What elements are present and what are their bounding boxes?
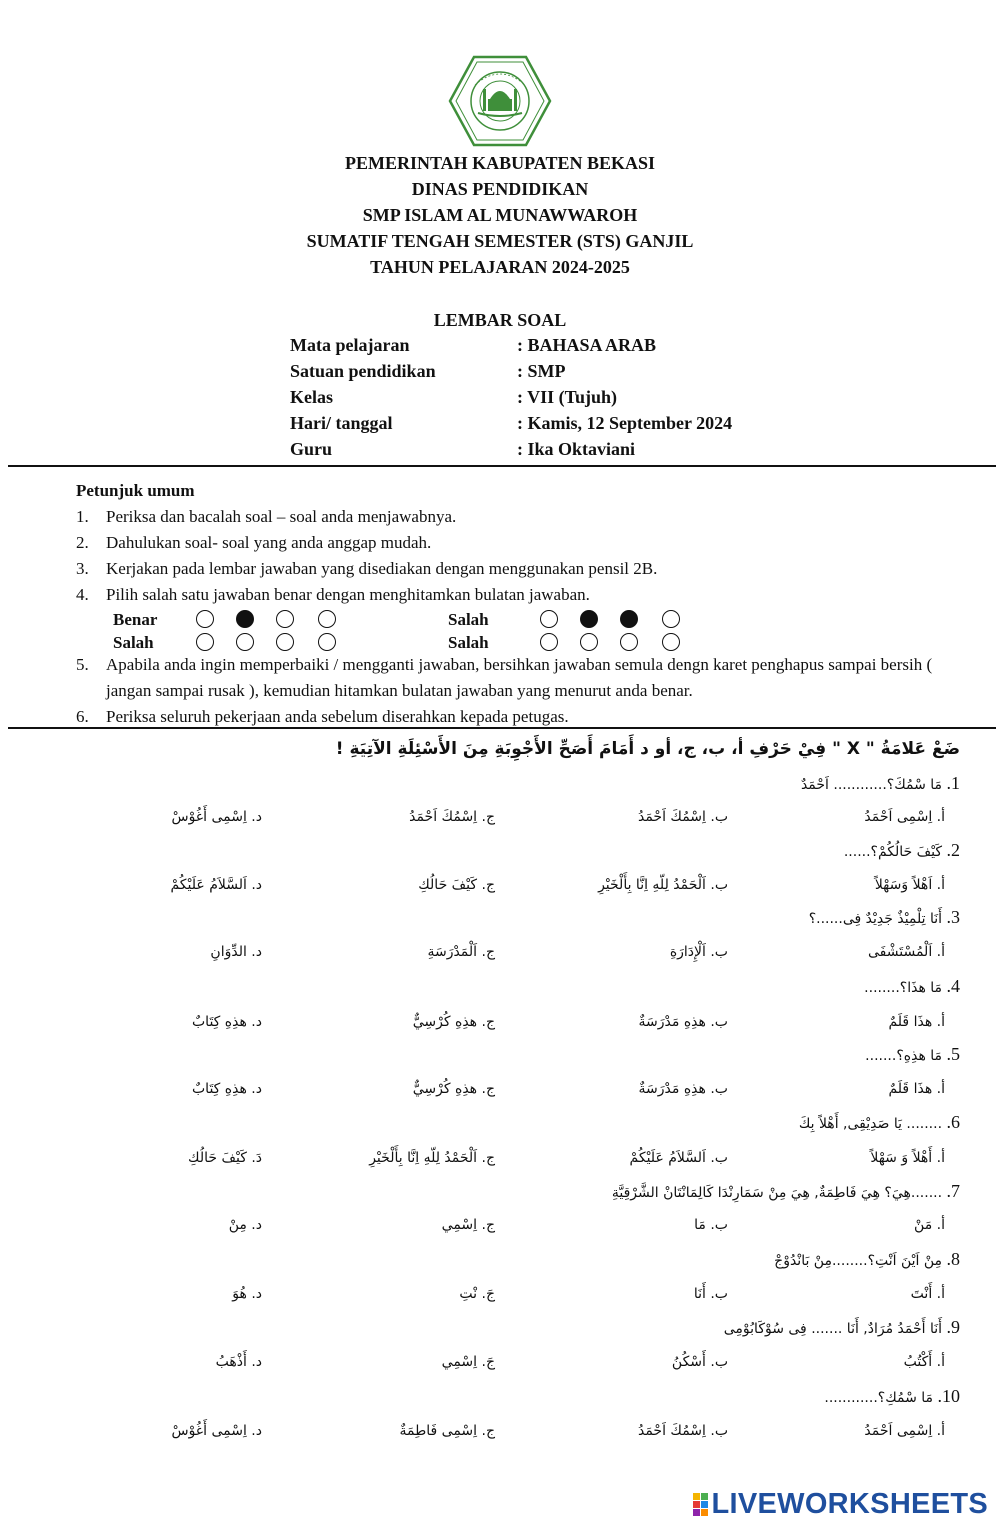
option-c[interactable]: ج. اِسْمُكَ اَحْمَدُ: [409, 809, 495, 825]
instruction-text: Periksa dan bacalah soal – soal anda menjawabnya.: [106, 507, 457, 526]
option-d[interactable]: د. هذِهِ كِتَابٌ: [192, 1014, 262, 1030]
option-d[interactable]: د. مِنْ: [228, 1217, 262, 1233]
answer-bubble-filled: [620, 610, 638, 628]
question-number: 4.: [946, 976, 960, 996]
answer-bubble: [662, 610, 680, 628]
option-d[interactable]: د. اَلسَّلاَمُ عَلَيْكُمْ: [170, 877, 262, 893]
question-text: أَنَا تِلْمِيْذٌ جَدِيْدٌ فِى......؟: [808, 911, 943, 927]
answer-bubble-filled: [236, 610, 254, 628]
instruction-number: 4.: [76, 585, 89, 604]
option-c[interactable]: ج. اَلْمَدْرَسَةِ: [427, 944, 495, 960]
answer-bubble: [662, 633, 680, 651]
question-number: 5.: [946, 1044, 960, 1064]
info-value: : SMP: [517, 361, 566, 381]
instructions-heading: Petunjuk umum: [76, 481, 195, 500]
instruction-text: Dahulukan soal- soal yang anda anggap mudah.: [106, 533, 432, 552]
answer-bubble: [318, 633, 336, 651]
option-d[interactable]: دَ. كَيْفَ حَالُكِ: [188, 1150, 262, 1166]
info-row-date: [290, 410, 770, 436]
question: [80, 975, 960, 999]
question-number: 6.: [946, 1112, 960, 1132]
info-row-class: [290, 384, 770, 410]
instruction-text: Apabila anda ingin memperbaiki / mengganti jawaban, bersihkan jawaban semula dengn karet penghapus sampai bersih ( jangan sampai rusak ), kemudian hitamkan bulatan jawaban yang menurut anda benar.: [106, 655, 933, 700]
question: [80, 1316, 960, 1340]
info-label: Kelas: [290, 387, 333, 407]
instruction-number: 5.: [76, 655, 89, 674]
instruction-number: 6.: [76, 707, 89, 726]
option-b[interactable]: ب. اَلْحَمْدُ لِلّهِ اِنَّا بِأَلْخَيْرِ: [598, 877, 728, 893]
option-b[interactable]: ب. اِسْمُكَ اَحْمَدُ: [637, 809, 728, 825]
answer-bubble: [196, 633, 214, 651]
header-line-exam: SUMATIF TENGAH SEMESTER (STS) GANJIL: [306, 231, 694, 251]
letterhead: [0, 150, 1000, 280]
option-a[interactable]: أ. أَهْلاً وَ سَهْلاً: [870, 1150, 945, 1166]
info-label: Guru: [290, 439, 333, 459]
option-d[interactable]: د. هُوَ: [232, 1286, 262, 1302]
question: [80, 1180, 960, 1204]
option-a[interactable]: أ. مَنْ: [914, 1217, 945, 1233]
question: [80, 906, 960, 930]
question-number: 3.: [946, 907, 960, 927]
answer-bubble: [196, 610, 214, 628]
question-text: ........ يَا صَدِيْقِى, أَهْلاً بِكَ: [798, 1116, 943, 1132]
option-d[interactable]: د. الدِّوَانِ: [210, 944, 262, 960]
question: [80, 839, 960, 863]
option-b[interactable]: ب. اِسْمُكَ اَحْمَدُ: [637, 1423, 728, 1439]
example-label-correct: Benar: [113, 610, 158, 629]
page-title: LEMBAR SOAL: [433, 310, 567, 330]
option-c[interactable]: جَ. نْتِ: [459, 1286, 495, 1302]
header-line-school: SMP ISLAM AL MUNAWWAROH: [362, 205, 638, 225]
divider: [8, 465, 996, 467]
instruction-text: Pilih salah satu jawaban benar dengan menghitamkan bulatan jawaban.: [106, 585, 590, 604]
info-label: Hari/ tanggal: [290, 413, 393, 433]
info-value: : VII (Tujuh): [517, 387, 618, 407]
divider: [8, 727, 996, 729]
question-number: 9.: [946, 1317, 960, 1337]
option-d[interactable]: د. هذِهِ كِتَابٌ: [192, 1081, 262, 1097]
option-b[interactable]: ب. اَلسَّلاَمُ عَلَيْكُمْ: [629, 1150, 728, 1166]
question-number: 7.: [946, 1181, 960, 1201]
option-a[interactable]: أ. اِسْمِى اَحْمَدُ: [864, 809, 945, 825]
option-b[interactable]: ب. أَنَا: [693, 1286, 728, 1302]
example-label-wrong: Salah: [448, 633, 489, 652]
option-d[interactable]: د. اِسْمِى أَغُوْسْ: [171, 1423, 262, 1439]
option-a[interactable]: أ. اَلْمُسْتَشْفَى: [868, 944, 945, 960]
option-c[interactable]: ج. اِسْمِي: [441, 1217, 495, 1233]
answer-bubble: [580, 633, 598, 651]
option-b[interactable]: ب. هذِهِ مَدْرَسَةٌ: [638, 1014, 728, 1030]
question-text: مَا هذِهِ؟.......: [865, 1048, 943, 1064]
instruction-number: 1.: [76, 507, 89, 526]
header-line-government: PEMERINTAH KABUPATEN BEKASI: [344, 153, 656, 173]
question: [80, 772, 960, 796]
option-b[interactable]: ب. اَلْإِدَارَةِ: [669, 944, 728, 960]
question-number: 8.: [946, 1249, 960, 1269]
answer-bubble: [236, 633, 254, 651]
question-text: أَنَا أَحْمَدُ مُرَادٌ, أَنَا ....... فِى سُوْكَابُوْمِى: [723, 1321, 943, 1337]
question-number: 10.: [937, 1386, 960, 1406]
question-text: مِنْ اَيْنَ اَنْتِ؟........مِنْ بَانْدُوْجْ: [774, 1253, 943, 1269]
info-label: Mata pelajaran: [290, 335, 410, 355]
question-text: مَا سْمُكَ؟............ اَحْمَدٌ: [800, 777, 943, 793]
question: [80, 1043, 960, 1067]
info-row-subject: [290, 332, 770, 358]
option-d[interactable]: د. اِسْمِى أَغُوْسْ: [171, 809, 262, 825]
option-a[interactable]: أ. أَكْتُبُ: [903, 1354, 945, 1370]
liveworksheets-logo-icon: [693, 1493, 708, 1516]
option-a[interactable]: أ. اِسْمِى اَحْمَدُ: [864, 1423, 945, 1439]
answer-bubble: [276, 633, 294, 651]
exam-info: [290, 332, 770, 462]
question-number: 1.: [946, 773, 960, 793]
answer-bubble-filled: [580, 610, 598, 628]
option-a[interactable]: أ. هذَا قَلَمٌ: [888, 1014, 945, 1030]
question-text: كَيْفَ حَالُكُمْ؟......: [843, 844, 943, 860]
question: [80, 1111, 960, 1135]
info-row-teacher: [290, 436, 770, 462]
arabic-instruction: ضَعْ عَلامَةُ " X " فِيْ حَرْفِ أ، ب، ج، أو د أَمَامَ أَصَحِّ الأَجْوِبَةِ مِنَ الأَسْئِلَةِ الآتِيَةِ !: [335, 739, 960, 759]
example-label-wrong: Salah: [113, 633, 154, 652]
question-text: مَا سْمُكِ؟............: [824, 1390, 934, 1406]
option-c[interactable]: جَ. اِسْمِي: [441, 1354, 495, 1370]
question: [80, 1248, 960, 1272]
instruction-number: 3.: [76, 559, 89, 578]
option-c[interactable]: ج. هذِهِ كُرْسِيٌّ: [412, 1014, 495, 1030]
watermark-text: LIVEWORKSHEETS: [711, 1488, 988, 1520]
question-number: 2.: [946, 840, 960, 860]
instruction-text: Kerjakan pada lembar jawaban yang disediakan dengan menggunakan pensil 2B.: [106, 559, 658, 578]
option-c[interactable]: ج. اِسْمِى فَاطِمَةٌ: [399, 1423, 495, 1439]
option-c[interactable]: ج. اَلْحَمْدُ لِلّهِ اِنَّا بِأَلْخَيْرِ: [369, 1150, 495, 1166]
info-value: : BAHASA ARAB: [517, 335, 657, 355]
question: [80, 1385, 960, 1409]
example-label-wrong: Salah: [448, 610, 489, 629]
option-b[interactable]: ب. هذِهِ مَدْرَسَةٌ: [638, 1081, 728, 1097]
instruction-number: 2.: [76, 533, 89, 552]
header-line-year: TAHUN PELAJARAN 2024-2025: [370, 257, 630, 277]
answer-bubble: [318, 610, 336, 628]
question-text: مَا هذَا؟........: [864, 980, 943, 996]
question-text: .......هِيَ؟ هِيَ فَاطِمَةٌ, هِيَ مِنْ سَمَارِنْدَا كَالِمَانْتَانْ الشَّرْقِيَّةِ: [611, 1185, 943, 1201]
school-emblem-icon: [448, 55, 552, 147]
option-b[interactable]: ب. أَسْكُنُ: [671, 1354, 728, 1370]
info-row-level: [290, 358, 770, 384]
option-a[interactable]: أ. اَهْلاً وَسَهْلاً: [874, 877, 945, 893]
option-b[interactable]: ب. مَا: [694, 1217, 728, 1233]
info-value: : Ika Oktaviani: [517, 439, 636, 459]
liveworksheets-watermark: [693, 1487, 989, 1521]
answer-bubble: [620, 633, 638, 651]
info-label: Satuan pendidikan: [290, 361, 436, 381]
header-line-department: DINAS PENDIDIKAN: [411, 179, 589, 199]
option-c[interactable]: ج. هذِهِ كُرْسِيٌّ: [412, 1081, 495, 1097]
instruction-text: Periksa seluruh pekerjaan anda sebelum diserahkan kepada petugas.: [106, 707, 569, 726]
option-d[interactable]: د. أَذْهَبُ: [215, 1354, 262, 1370]
option-a[interactable]: أ. هذَا قَلَمٌ: [888, 1081, 945, 1097]
option-c[interactable]: ج. كَيْفَ حَالُكِ: [418, 877, 495, 893]
info-value: : Kamis, 12 September 2024: [517, 413, 733, 433]
answer-bubble: [276, 610, 294, 628]
option-a[interactable]: أ. أَنْتَ: [910, 1286, 945, 1302]
answer-bubble: [540, 633, 558, 651]
answer-bubble: [540, 610, 558, 628]
